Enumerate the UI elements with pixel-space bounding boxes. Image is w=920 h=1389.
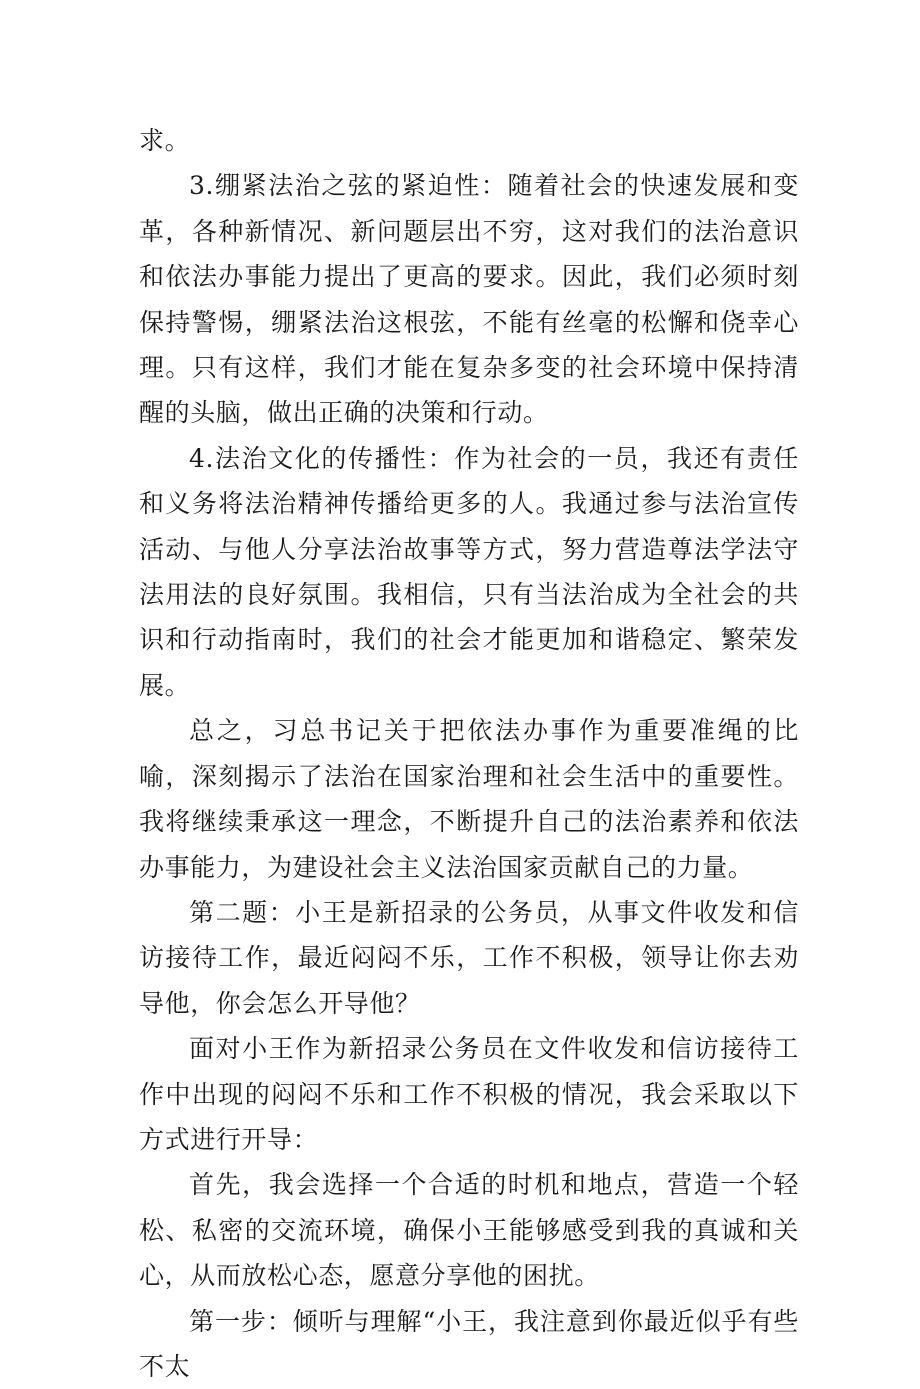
- document-body: [139, 118, 799, 1389]
- paragraph-question-2: 第二题：小王是新招录的公务员，从事文件收发和信访接待工作，最近闷闷不乐，工作不积极，领导让你去劝导他，你会怎么开导他？: [139, 897, 799, 1018]
- paragraph-answer-intro: 面对小王作为新招录公务员在文件收发和信访接待工作中出现的闷闷不乐和工作不积极的情况，我会采取以下方式进行开导：: [139, 1034, 799, 1154]
- paragraph-point-4: 4.法治文化的传播性：作为社会的一员，我还有责任和义务将法治精神传播给更多的人。我通过参与法治宣传活动、与他人分享法治故事等方式，努力营造尊法学法守法用法的良好氛围。我相信，只有当法治成为全社会的共识和行动指南时，我们的社会才能更加和谐稳定、繁荣发展。: [139, 443, 799, 700]
- paragraph-point-3: 3.绷紧法治之弦的紧迫性：随着社会的快速发展和变革，各种新情况、新问题层出不穷，这对我们的法治意识和依法办事能力提出了更高的要求。因此，我们必须时刻保持警惕，绷紧法治这根弦，不能有丝毫的松懈和侥幸心理。只有这样，我们才能在复杂多变的社会环境中保持清醒的头脑，做出正确的决策和行动。: [139, 171, 799, 428]
- paragraph-continuation: 求。: [139, 126, 191, 155]
- paragraph-conclusion: 总之，习总书记关于把依法办事作为重要准绳的比喻，深刻揭示了法治在国家治理和社会生活中的重要性。我将继续秉承这一理念，不断提升自己的法治素养和依法办事能力，为建设社会主义法治国家贡献自己的力量。: [139, 716, 799, 882]
- paragraph-first: 首先，我会选择一个合适的时机和地点，营造一个轻松、私密的交流环境，确保小王能够感受到我的真诚和关心，从而放松心态，愿意分享他的困扰。: [139, 1170, 799, 1291]
- paragraph-step-one: 第一步：倾听与理解“小王，我注意到你最近似乎有些不太: [139, 1306, 799, 1381]
